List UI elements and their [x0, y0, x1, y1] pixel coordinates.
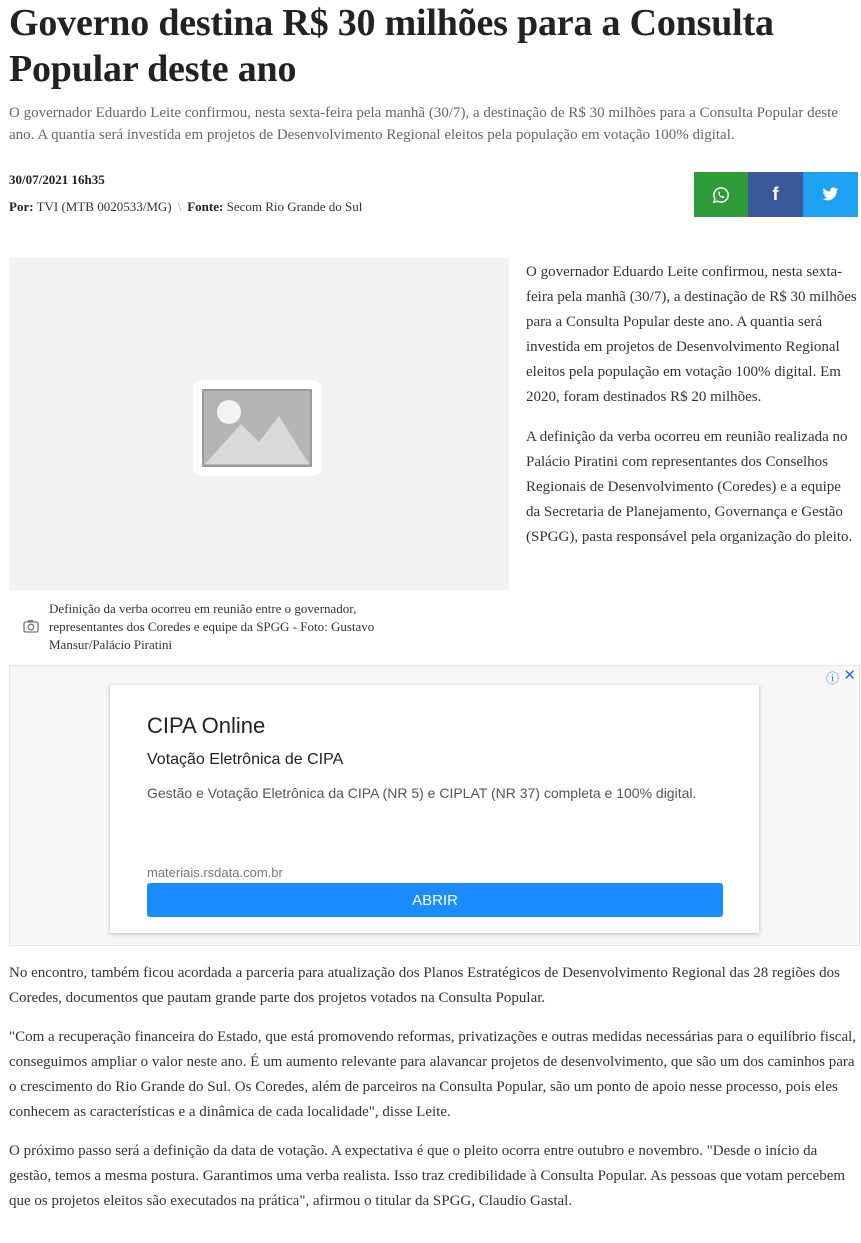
- author-label: Por:: [9, 199, 34, 214]
- byline-separator: \: [177, 199, 182, 214]
- twitter-icon: [822, 187, 839, 202]
- ad-description: Gestão e Votação Eletrônica da CIPA (NR 5) e CIPLAT (NR 37) completa e 100% digital.: [147, 785, 697, 801]
- facebook-share-button[interactable]: [748, 172, 803, 217]
- byline: [9, 199, 362, 215]
- article-date: 30/07/2021 16h35: [9, 172, 105, 187]
- body-paragraph: No encontro, também ficou acordada a parceria para atualização dos Planos Estratégicos de Desenvolvimento Regional das 28 regiões dos Coredes, documentos que pautam grande parte dos projetos votados na Consulta Popular.: [9, 965, 840, 1006]
- article-side-text: [526, 260, 858, 565]
- ad-open-button[interactable]: ABRIR: [147, 883, 723, 917]
- whatsapp-share-button[interactable]: [694, 172, 748, 217]
- ad-title[interactable]: CIPA Online: [147, 713, 266, 738]
- ad-subtitle: Votação Eletrônica de CIPA: [147, 751, 344, 768]
- article-lead: O governador Eduardo Leite confirmou, nesta sexta-feira pela manhã (30/7), a destinação de R$ 30 milhões para a Consulta Popular deste ano. A quantia será investida em projetos de Desenvolvimento Regional eleitos pela população em votação 100% digital.: [9, 105, 838, 143]
- body-paragraph: O próximo passo será a definição da data de votação. A expectativa é que o pleito ocorra entre outubro e novembro. "Desde o início da gestão, temos a mesma postura. Garantimos uma verba realista. Isso traz credibilidade à Consulta Popular. As pessoas que votam percebem que os projetos eleitos são executados na prática", afirmou o titular da SPGG, Claudio Gastal.: [9, 1143, 846, 1209]
- article-image: [9, 258, 509, 590]
- ad-card[interactable]: [110, 685, 759, 933]
- ad-close-icon[interactable]: ✕: [843, 667, 856, 684]
- camera-icon: [23, 619, 39, 633]
- source-label: Fonte:: [187, 199, 224, 214]
- side-paragraph: O governador Eduardo Leite confirmou, nesta sexta-feira pela manhã (30/7), a destinação de R$ 30 milhões para a Consulta Popular deste ano. A quantia será investida em projetos de Desenvolvimento Regional eleitos pela população em votação 100% digital. Em 2020, foram destinados R$ 20 milhões.: [526, 264, 857, 405]
- body-paragraph: "Com a recuperação financeira do Estado, que está promovendo reformas, privatizações e outras medidas necessárias para o equilíbrio fiscal, conseguimos ampliar o valor neste ano. É um aumento relevante para alavancar projetos de desenvolvimento, que são um dos caminhos para o crescimento do Rio Grande do Sul. Os Coredes, além de parceiros na Consulta Popular, são um ponto de apoio nesse processo, pois eles conhecem as características e a dinâmica de cada localidade", disse Leite.: [9, 1029, 857, 1120]
- side-paragraph: A definição da verba ocorreu em reunião realizada no Palácio Piratini com representantes dos Conselhos Regionais de Desenvolvimento (Coredes) e a equipe da Secretaria de Planejamento, Governança e Gestão (SPGG), pasta responsável pela organização do pleito.: [526, 429, 853, 545]
- article-title: Governo destina R$ 30 milhões para a Consulta Popular deste ano: [9, 2, 774, 90]
- author-name: TVI (MTB 0020533/MG): [36, 199, 172, 214]
- ad-info-icon[interactable]: ⓘ: [825, 671, 839, 686]
- advertisement: [9, 665, 860, 946]
- ad-url[interactable]: materiais.rsdata.com.br: [147, 865, 283, 880]
- facebook-icon: f: [772, 184, 779, 204]
- source-name: Secom Rio Grande do Sul: [226, 199, 363, 214]
- whatsapp-icon: [712, 186, 730, 204]
- article-body: [9, 961, 857, 1228]
- image-caption: Definição da verba ocorreu em reunião entre o governador, representantes dos Coredes e equipe da SPGG - Foto: Gustavo Mansur/Palácio Piratini: [49, 601, 375, 652]
- twitter-share-button[interactable]: [803, 172, 858, 217]
- share-buttons: [694, 172, 858, 217]
- image-placeholder-icon: [193, 380, 321, 476]
